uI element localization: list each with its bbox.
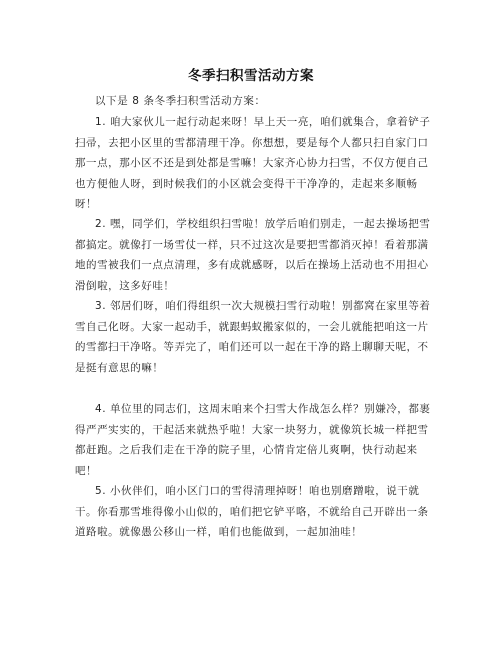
- intro-text: 以下是 8 条冬季扫积雪活动方案：: [95, 95, 266, 107]
- paragraph-1: 1. 咱大家伙儿一起行动起来呀！早上天一亮，咱们就集合，拿着铲子扫帚，去把小区里的雪都清理干净。你想想，要是每个人都只扫自家门口那一点，那小区不还是到处都是雪嘛！大家齐心协力扫雪，不仅方便自己也方便他人呀，到时候我们的小区就会变得干干净净的，走起来多顺畅呀！: [75, 116, 431, 210]
- paragraph-3: 3. 邻居们呀，咱们得组织一次大规模扫雪行动啦！别都窝在家里等着雪自己化呀。大家一起动手，就跟蚂蚁搬家似的，一会儿就能把咱这一片的雪都扫干净咯。等弄完了，咱们还可以一起在干净的路上聊聊天呢，不是挺有意思的嘛！: [75, 300, 431, 374]
- paragraph-4: 4. 单位里的同志们，这周末咱来个扫雪大作战怎么样？别嫌冷，都裹得严严实实的，干起活来就热乎啦！大家一块努力，就像筑长城一样把雪都赶跑。之后我们走在干净的院子里，心情肯定倍儿爽啊，快行动起来吧！: [75, 403, 431, 477]
- document-title: 冬季扫积雪活动方案: [188, 68, 314, 84]
- paragraph-2: 2. 嘿，同学们，学校组织扫雪啦！放学后咱们别走，一起去操场把雪都搞定。就像打一场雪仗一样，只不过这次是要把雪都消灭掉！看着那满地的雪被我们一点点清理，多有成就感呀，以后在操场上活动也不用担心滑倒啦，这多好哇！: [75, 218, 431, 292]
- paragraph-5: 5. 小伙伴们，咱小区门口的雪得清理掉呀！咱也别磨蹭啦，说干就干。你看那雪堆得像小山似的，咱们把它铲平咯，不就给自己开辟出一条道路啦。就像愚公移山一样，咱们也能做到，一起加油哇！: [75, 485, 429, 538]
